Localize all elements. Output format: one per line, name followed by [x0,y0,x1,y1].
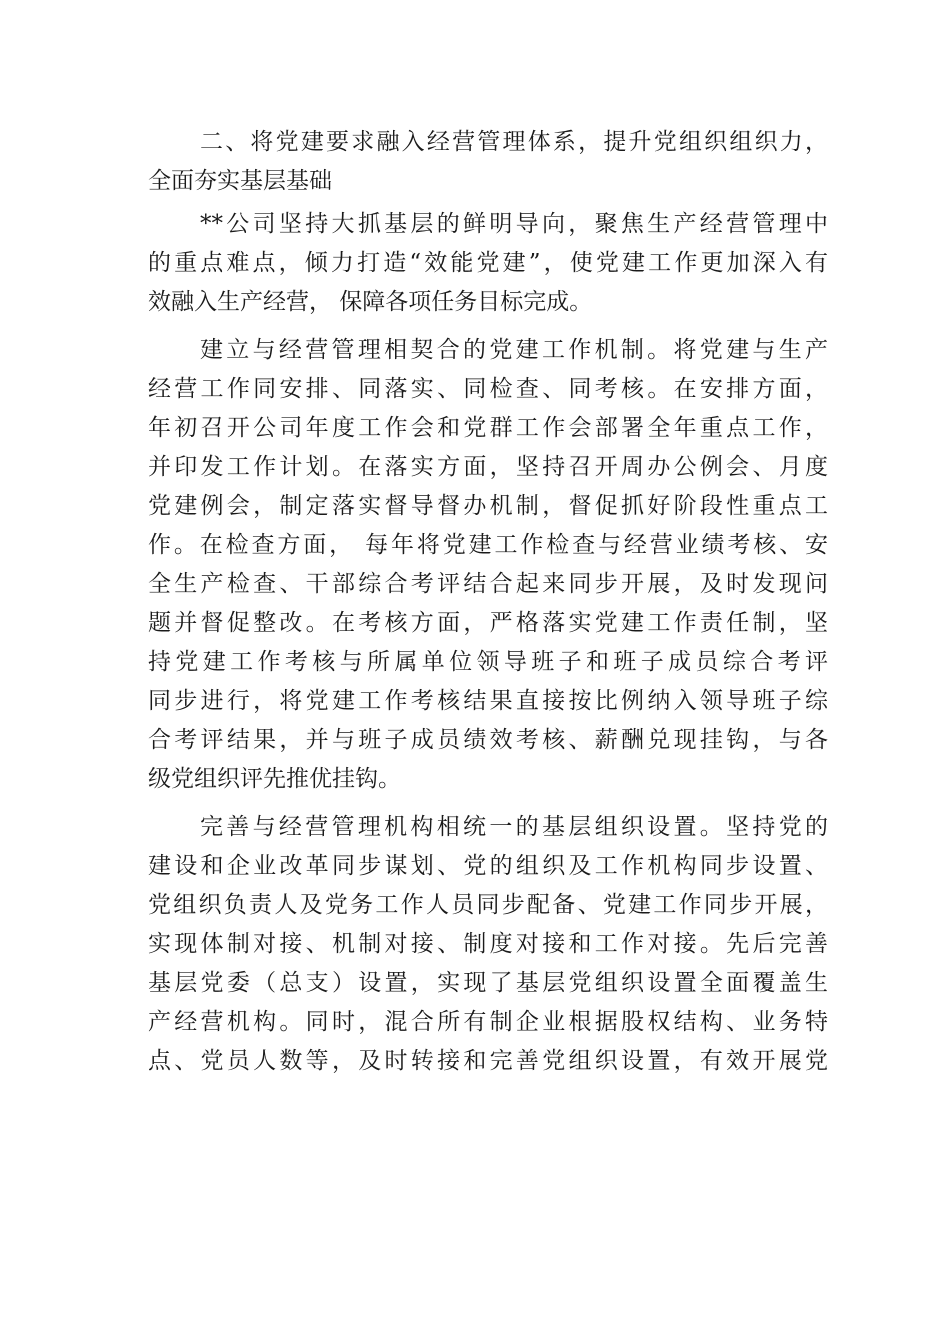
paragraph-line: 全生产检查、干部综合考评结合起来同步开展，及时发现问 [148,571,828,597]
paragraph-line: 同步进行，将党建工作考核结果直接按比例纳入领导班子综 [148,688,828,714]
paragraph-line: 的重点难点，倾力打造“效能党建”，使党建工作更加深入有 [148,250,828,276]
paragraph-line: 党组织负责人及党务工作人员同步配备、党建工作同步开展， [148,892,828,918]
paragraph-line: 建设和企业改革同步谋划、党的组织及工作机构同步设置、 [148,853,828,879]
paragraph-mechanism [148,331,828,799]
paragraph-line: 级党组织评先推优挂钩。 [148,766,401,792]
paragraph-line: 并印发工作计划。在落实方面，坚持召开周办公例会、月度 [148,454,828,480]
paragraph-line: 效融入生产经营， 保障各项任务目标完成。 [148,289,593,315]
paragraph-line: 题并督促整改。在考核方面，严格落实党建工作责任制，坚 [148,610,828,636]
document-body [148,123,828,1081]
heading-line: 二、将党建要求融入经营管理体系，提升党组织组织力， [200,129,828,155]
paragraph-line: 实现体制对接、机制对接、制度对接和工作对接。先后完善 [148,931,828,957]
paragraph-line: 产经营机构。同时，混合所有制企业根据股权结构、业务特 [148,1009,828,1035]
paragraph-line: 党建例会，制定落实督导督办机制，督促抓好阶段性重点工 [148,493,828,519]
paragraph-line: 建立与经营管理相契合的党建工作机制。将党建与生产 [200,337,828,363]
section-heading [148,123,828,201]
paragraph-line: 完善与经营管理机构相统一的基层组织设置。坚持党的 [200,814,828,840]
paragraph-line: 经营工作同安排、同落实、同检查、同考核。在安排方面， [148,376,828,402]
paragraph-line: **公司坚持大抓基层的鲜明导向，聚焦生产经营管理中 [200,211,828,237]
paragraph-organization [148,808,828,1081]
paragraph-intro [148,205,828,322]
paragraph-line: 合考评结果，并与班子成员绩效考核、薪酬兑现挂钩，与各 [148,727,828,753]
paragraph-line: 作。在检查方面， 每年将党建工作检查与经营业绩考核、安 [148,532,828,558]
paragraph-line: 年初召开公司年度工作会和党群工作会部署全年重点工作， [148,415,828,441]
paragraph-line: 点、党员人数等，及时转接和完善党组织设置，有效开展党 [148,1048,828,1074]
paragraph-line: 基层党委（总支）设置，实现了基层党组织设置全面覆盖生 [148,970,828,996]
paragraph-line: 持党建工作考核与所属单位领导班子和班子成员综合考评 [148,649,828,675]
heading-line: 全面夯实基层基础 [148,168,332,194]
